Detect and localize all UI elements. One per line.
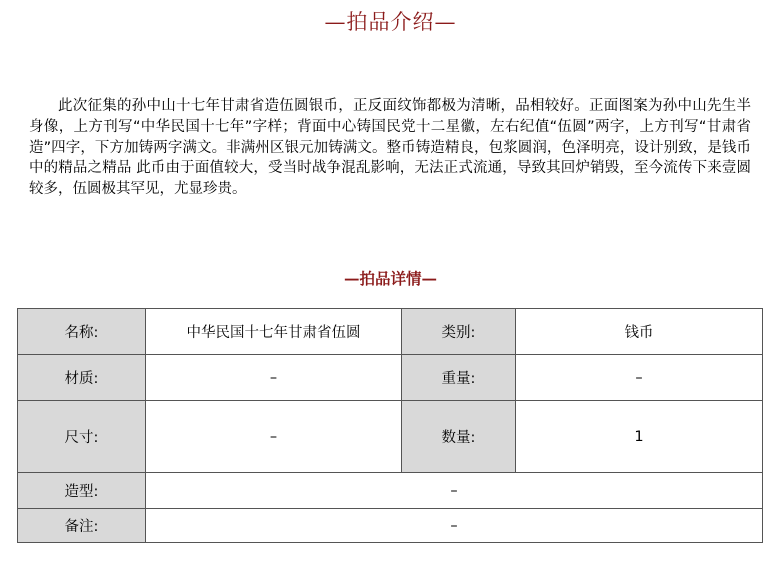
details-table xyxy=(17,308,763,543)
name-label: 名称: xyxy=(18,309,146,355)
table-row xyxy=(18,509,763,543)
category-value: 钱币 xyxy=(516,309,763,355)
details-title: —拍品详情— xyxy=(343,269,437,288)
shape-label: 造型: xyxy=(18,473,146,509)
table-row xyxy=(18,401,763,473)
category-label: 类别: xyxy=(402,309,516,355)
weight-label: 重量: xyxy=(402,355,516,401)
name-value: 中华民国十七年甘肃省伍圆 xyxy=(146,309,402,355)
table-row xyxy=(18,309,763,355)
note-value: – xyxy=(146,509,763,543)
intro-paragraph: 此次征集的孙中山十七年甘肃省造伍圆银币，正反面纹饰都极为清晰，品相较好。正面图案为孙中山先生半身像，上方刊写“中华民国十七年”字样；背面中心铸国民党十二星徽，左右纪值“伍圆”两字，上方刊写“甘肃省造”四字，下方加铸两字满文。非满州区银元加铸满文。整币铸造精良，包浆圆润，色泽明亮，设计别致，是钱币中的精品之精品 此币由于面值较大，受当时战争混乱影响，无法正式流通，导致其回炉销毁，至今流传下来壹圆较多，伍圆极其罕见，尤显珍贵。 xyxy=(29,98,751,198)
material-value: – xyxy=(146,355,402,401)
quantity-label: 数量: xyxy=(402,401,516,473)
note-label: 备注: xyxy=(18,509,146,543)
table-row xyxy=(18,473,763,509)
size-value: – xyxy=(146,401,402,473)
page-title: —拍品介绍— xyxy=(324,10,457,34)
size-label: 尺寸: xyxy=(18,401,146,473)
table-row xyxy=(18,355,763,401)
weight-value: – xyxy=(516,355,763,401)
quantity-value: 1 xyxy=(516,401,763,473)
shape-value: – xyxy=(146,473,763,509)
material-label: 材质: xyxy=(18,355,146,401)
